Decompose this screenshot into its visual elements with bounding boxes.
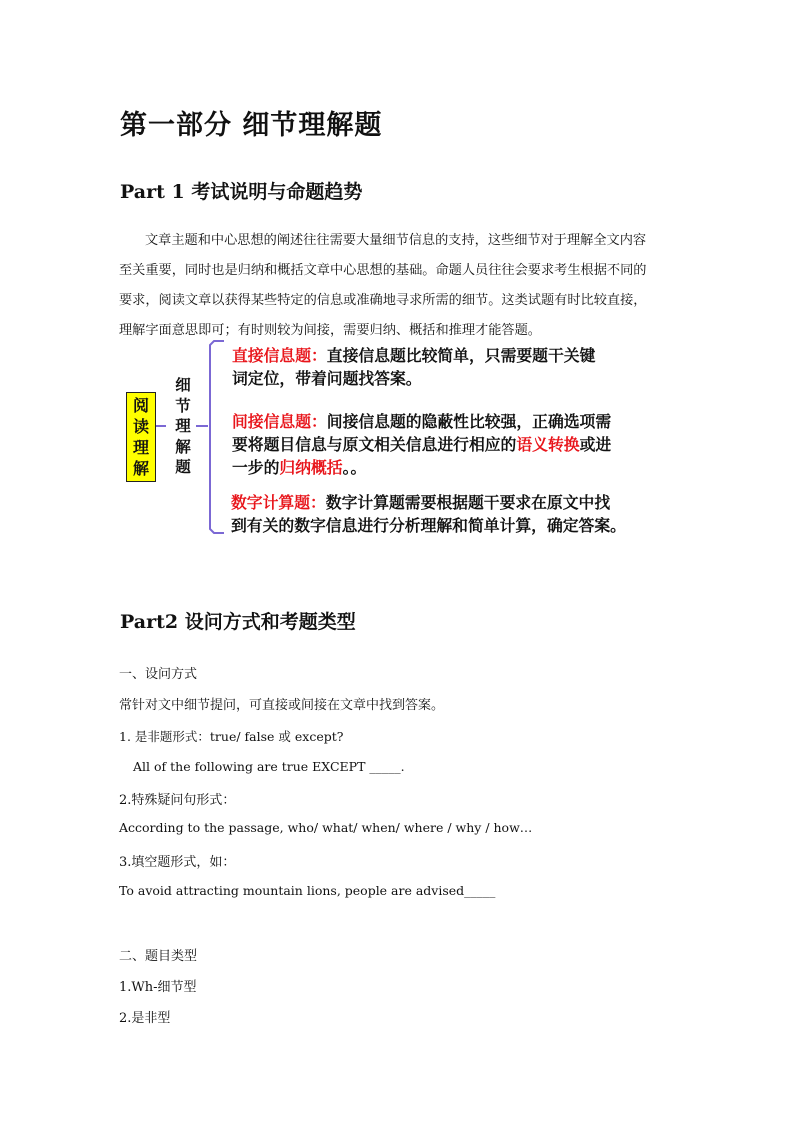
paragraph-line: 要求，阅读文章以获得某些特定的信息或准确地寻求所需的细节。这类试题有时比较直接，	[119, 293, 647, 308]
question-type-2: 2.是非型	[119, 1011, 171, 1026]
question-form-1: 1. 是非题形式：true/ false 或 except?	[119, 729, 344, 744]
paragraph-line: 理解字面意思即可；有时则较为间接，需要归纳、概括和推理才能答题。	[119, 323, 541, 338]
root-char: 解	[132, 459, 149, 478]
highlight-summary: 归纳概括	[279, 458, 343, 477]
detail-question-label	[171, 375, 195, 478]
branch-text: 到有关的数字信息进行分析理解和简单计算，确定答案。	[231, 516, 626, 535]
question-form-2: 2.特殊疑问句形式：	[119, 793, 236, 808]
branch-text: 数字计算题需要根据题干要求在原文中找	[325, 493, 611, 512]
question-form-2-example: According to the passage, who/ what/ when/ where / why / how…	[119, 820, 533, 835]
branch-text: 要将题目信息与原文相关信息进行相应的	[232, 435, 517, 454]
branch-number-calc	[231, 491, 626, 537]
question-type-1: 1.Wh-细节型	[119, 980, 197, 995]
root-char: 阅	[132, 396, 149, 415]
sub-char: 理	[175, 417, 191, 435]
branch-text: 一步的	[232, 458, 280, 477]
branch-indirect-info	[232, 410, 611, 479]
sub-char: 解	[175, 437, 191, 456]
branch-text: 词定位，带着问题找答案。	[232, 369, 422, 388]
branch-text: 间接信息题的隐蔽性比较强，正确选项需	[326, 412, 612, 431]
branch-label: 数字计算题：	[231, 493, 326, 512]
branch-label: 间接信息题：	[232, 412, 327, 431]
reading-comprehension-box	[126, 392, 156, 482]
sub-char: 细	[175, 376, 191, 394]
page-title: 第一部分 细节理解题	[120, 110, 383, 141]
branch-direct-info	[232, 344, 595, 390]
root-char: 理	[132, 438, 149, 457]
highlight-semantic-conversion: 语义转换	[516, 435, 580, 454]
branch-text: 。。	[342, 458, 367, 477]
section2-title: 二、题目类型	[119, 949, 198, 964]
branch-text: 或进	[579, 435, 612, 454]
section1-title: 一、设问方式	[119, 667, 198, 682]
section1-intro: 常针对文中细节提问，可直接或间接在文章中找到答案。	[119, 698, 445, 713]
question-form-1-example: All of the following are true EXCEPT _____.	[133, 759, 405, 774]
branch-text: 直接信息题比较简单，只需要题干关键	[326, 346, 596, 365]
paragraph-line: 至关重要，同时也是归纳和概括文章中心思想的基础。命题人员往往会要求考生根据不同的	[119, 263, 647, 278]
branch-bracket	[196, 341, 224, 533]
question-form-3-example: To avoid attracting mountain lions, people are advised_____	[119, 883, 496, 898]
question-form-3: 3.填空题形式，如：	[119, 855, 236, 870]
root-char: 读	[132, 417, 149, 436]
paragraph-line: 文章主题和中心思想的阐述往往需要大量细节信息的支持，这些细节对于理解全文内容	[145, 233, 647, 248]
sub-char: 节	[175, 396, 191, 415]
part2-heading: Part2 设问方式和考题类型	[120, 611, 356, 633]
branch-label: 直接信息题：	[232, 346, 327, 365]
part1-heading: Part 1 考试说明与命题趋势	[120, 181, 363, 203]
sub-char: 题	[175, 458, 191, 476]
